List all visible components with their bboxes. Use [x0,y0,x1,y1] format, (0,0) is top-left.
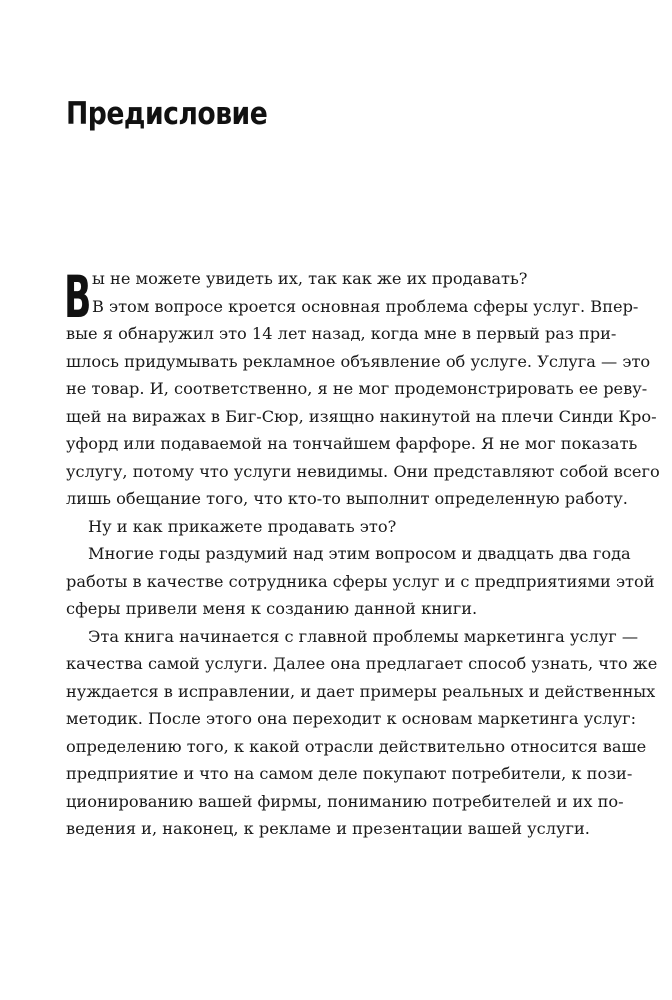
text-line: шлось придумывать рекламное объявление об услуге. Услуга — это [66,351,651,371]
text-line: определению того, к какой отрасли действительно относится ваше [66,736,647,756]
text-line: Многие годы раздумий над этим вопросом и двадцать два года [88,544,631,563]
text-line: В этом вопросе кроется основная проблема сферы услуг. Впер- [92,296,639,316]
text-line: вые я обнаружил это 14 лет назад, когда мне в первый раз при- [66,324,617,343]
text-line: сферы привели меня к созданию данной книги. [66,599,478,618]
text-line: лишь обещание того, что кто-то выполнит определенную работу. [66,489,628,508]
text-line: ционированию вашей фирмы, пониманию потребителей и их по- [66,791,624,811]
text-line: предприятие и что на самом деле покупают потребители, к пози- [66,764,633,783]
text-line: услугу, потому что услуги невидимы. Они представляют собой всего [66,461,660,481]
text-line: уфорд или подаваемой на тончайшем фарфоре. Я не мог показать [66,434,638,453]
text-line: качества самой услуги. Далее она предлагает способ узнать, что же [66,654,658,673]
text-line: щей на виражах в Биг-Сюр, изящно накинутой на плечи Синди Кро- [66,406,657,426]
text-line: Эта книга начинается с главной проблемы маркетинга услуг — [88,626,639,646]
text-line: методик. После этого она переходит к основам маркетинга услуг: [66,709,637,728]
text-line: не товар. И, соответственно, я не мог продемонстрировать ее реву- [66,379,648,398]
text-line: ы не можете увидеть их, так как же их продавать? [92,269,528,288]
text-line: Ну и как прикажете продавать это? [88,516,397,536]
text-line: ведения и, наконец, к рекламе и презентации вашей услуги. [66,819,590,838]
drop-cap: В [64,263,92,331]
body-text [64,263,660,843]
text-line: работы в качестве сотрудника сферы услуг и с предприятиями этой [66,571,655,591]
text-line: нуждается в исправлении, и дает примеры реальных и действенных [66,681,656,701]
page-title: Предисловие [66,96,268,132]
